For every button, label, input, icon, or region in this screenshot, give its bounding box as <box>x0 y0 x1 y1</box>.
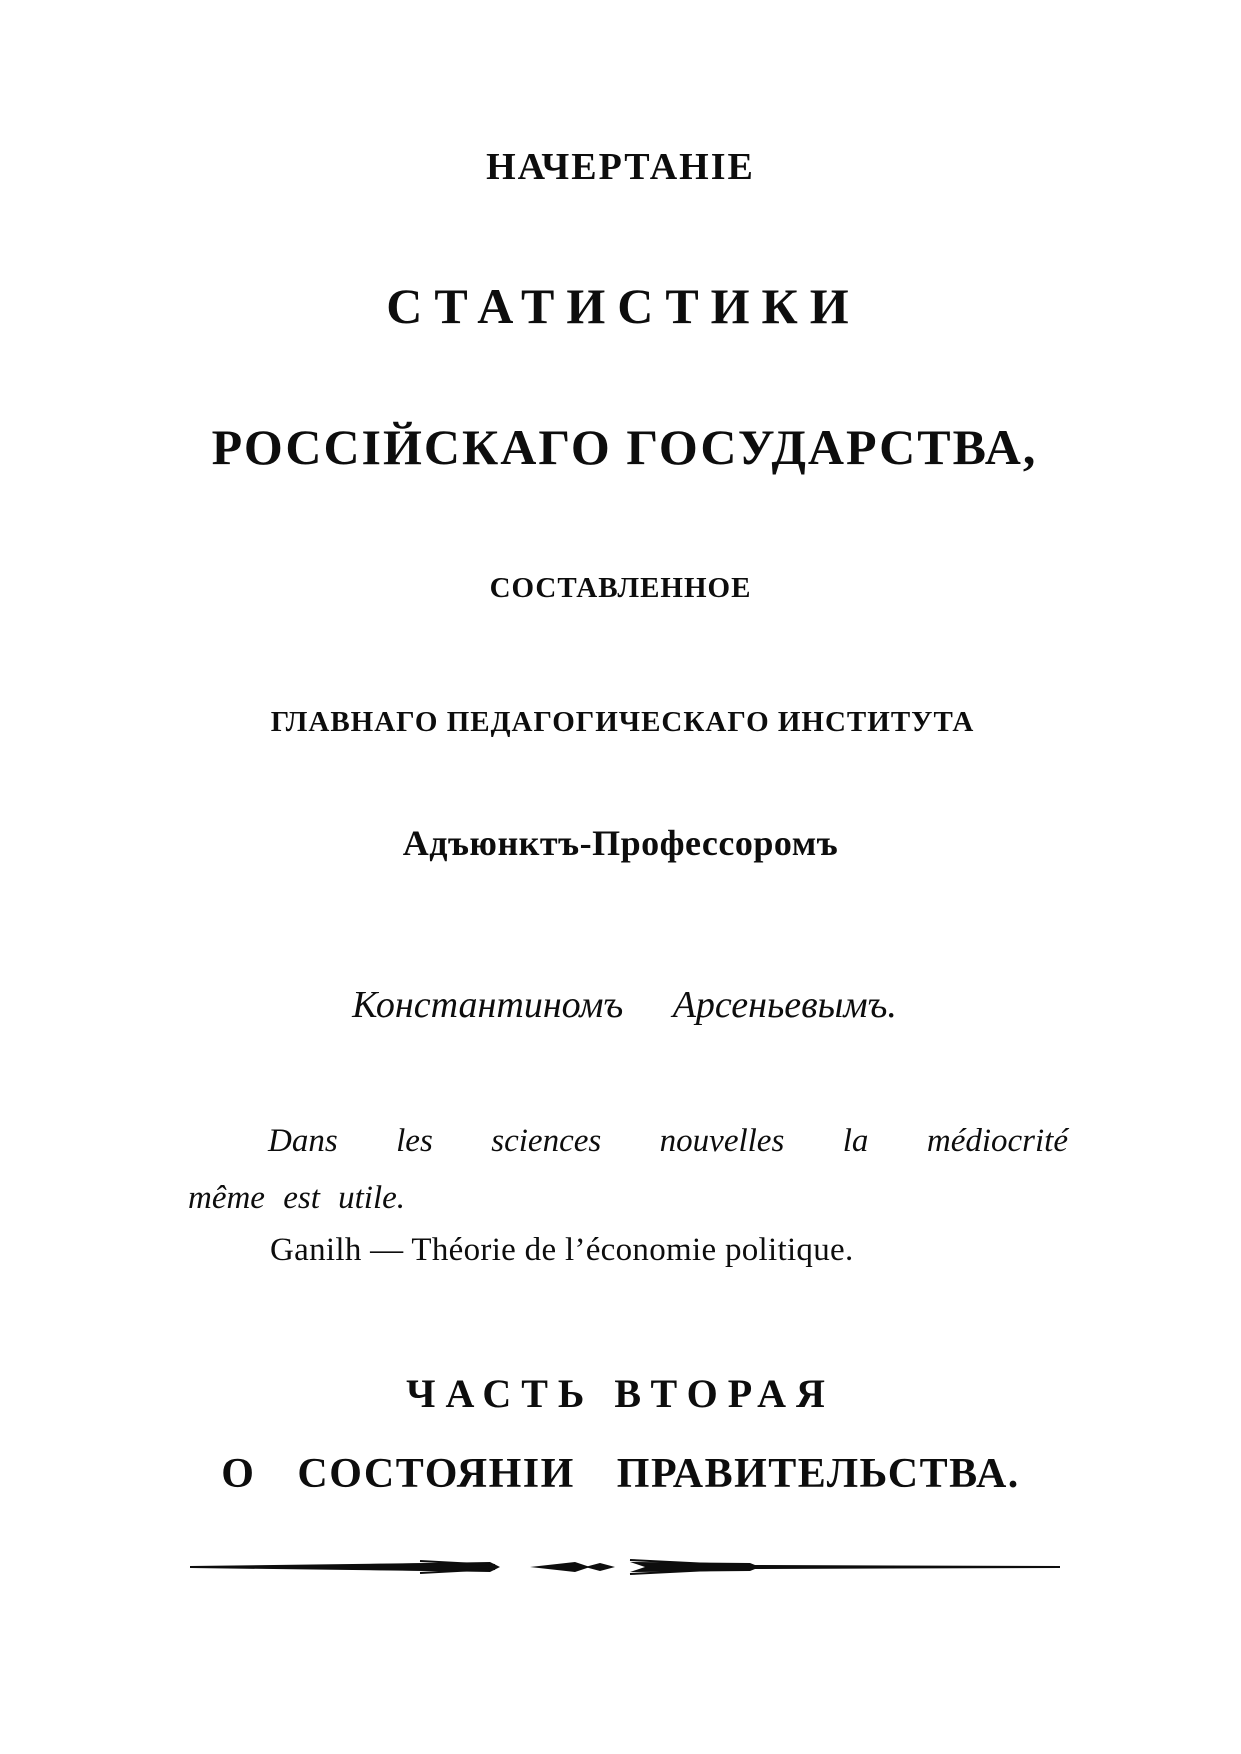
title-line-2: СТАТИСТИКИ <box>386 278 861 334</box>
ornamental-rule <box>190 1552 1060 1582</box>
part-number: ЧАСТЬ ВТОРАЯ <box>406 1371 835 1416</box>
institute-line: ГЛАВНАГО ПЕДАГОГИЧЕСКАГО ИНСТИТУТА <box>270 706 975 738</box>
compiled-by-line: СОСТАВЛЕННОЕ <box>489 572 752 604</box>
epigraph-word: nouvelles <box>659 1123 785 1159</box>
epigraph-source: Ganilh — Théorie de l’économie politique. <box>270 1232 854 1268</box>
epigraph-word: la <box>842 1123 869 1159</box>
epigraph-line-2: même est utile. <box>188 1180 406 1216</box>
epigraph-word: Dans <box>268 1123 338 1159</box>
epigraph-word: sciences <box>491 1123 602 1159</box>
title-line-1: НАЧЕРТАНІЕ <box>486 146 755 188</box>
epigraph-word: médiocrité <box>926 1123 1068 1159</box>
author-name-line: Константиномъ Арсеньевымъ. <box>352 984 897 1026</box>
epigraph-word: les <box>396 1123 433 1159</box>
author-rank-line: Адъюнктъ-Профессоромъ <box>402 823 839 863</box>
title-line-3: РОССІЙСКАГО ГОСУДАРСТВА, <box>211 419 1038 475</box>
part-title: О СОСТОЯНІИ ПРАВИТЕЛЬСТВА. <box>221 1451 1020 1497</box>
epigraph-line-1 <box>268 1123 1068 1160</box>
